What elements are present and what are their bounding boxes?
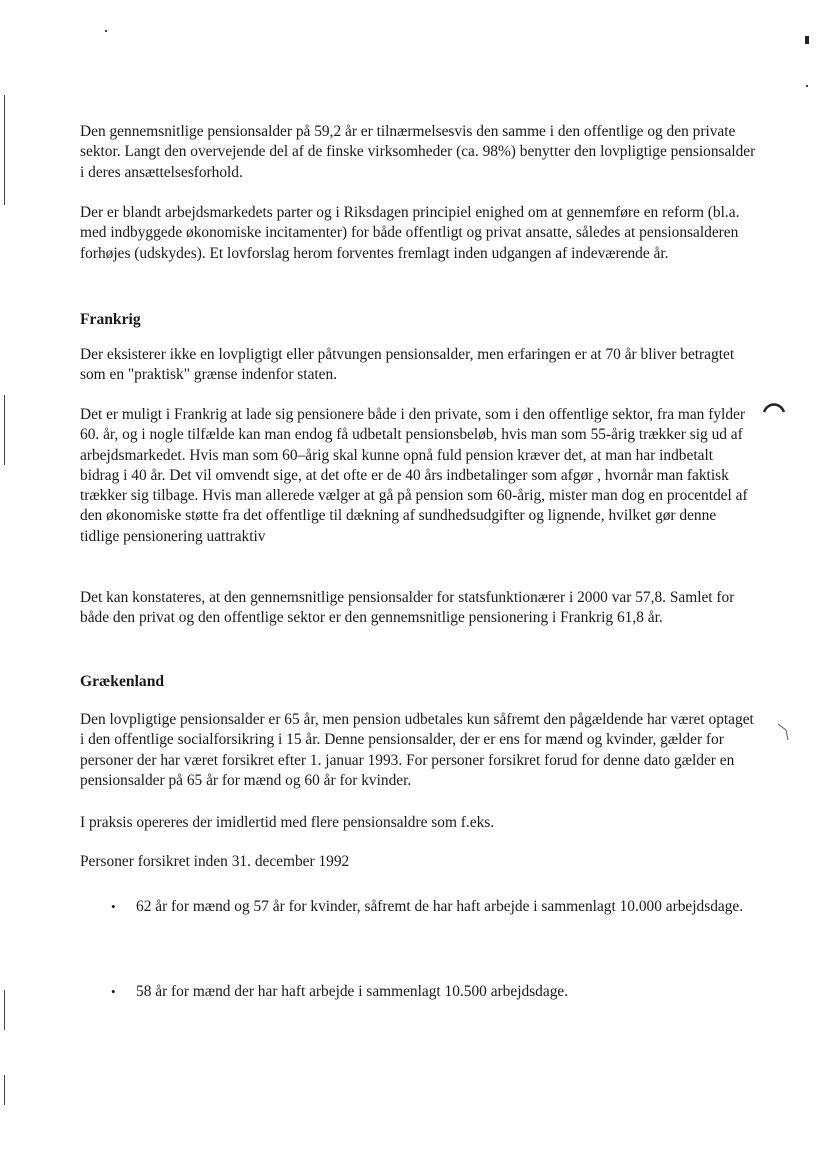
section-heading: Frankrig (80, 311, 141, 328)
bullet-icon: • (111, 899, 116, 914)
paragraph: Det er muligt i Frankrig at lade sig pensionere både i den private, som i den offentlige sektor, fra man fylder 60. år, og i nogle tilfælde kan man endog få udbetalt pensionsbeløb, hvis man som 55-årig trækker sig ud af arbejdsmarkedet. Hvis man som 60–årig skal kunne opnå fuld pension kræver det, at man har indbetalt bidrag i 40 år. Det vil omvendt sige, at det ofte er de 40 års indbetalinger som afgør , hvornår man faktisk trækker sig tilbage. Hvis man allerede vælger at gå på pension som 60-årig, mister man dog en procentdel af den økonomiske støtte fra det offentlige til dækning af sundhedsudgifter og lignende, hvilket gør denne tidlige pensionering uattraktiv (80, 406, 748, 545)
scan-edge-mark (4, 990, 5, 1030)
scan-edge-mark (4, 395, 5, 465)
list-item: 58 år for mænd der har haft arbejde i sammenlagt 10.500 arbejdsdage. (136, 983, 569, 1000)
scan-edge-mark (4, 95, 5, 205)
scan-speck (806, 85, 808, 87)
scan-edge-mark (4, 1075, 5, 1105)
section-heading: Grækenland (80, 673, 165, 690)
paragraph: Den gennemsnitlige pensionsalder på 59,2 år er tilnærmelsesvis den samme i den offentlige og den private sektor. Langt den overvejende del af de finske virksomheder (ca. 98%) benytter den lovpligtige pensionsalder i deres ansættelsesforhold. (80, 123, 756, 181)
paragraph: Der eksisterer ikke en lovpligtigt eller påtvungen pensionsalder, men erfaringen er at 70 år bliver betragtet som en "praktisk" grænse indenfor staten. (80, 346, 735, 384)
paragraph: Den lovpligtige pensionsalder er 65 år, men pension udbetales kun såfremt den pågældende har været optaget i den offentlige socialforsikring i 15 år. Denne pensionsalder, der er ens for mænd og kvinder, gælder for personer der har været forsikret efter 1. januar 1993. For personer forsikret forud for denne dato gælder en pensionsalder på 65 år for mænd og 60 år for kvinder. (80, 711, 754, 789)
paragraph: I praksis opereres der imidlertid med flere pensionsaldre som f.eks. (80, 814, 495, 831)
paragraph: Det kan konstateres, at den gennemsnitlige pensionsalder for statsfunktionærer i 2000 var 57,8. Samlet for både den privat og den offentlige sektor er den gennemsnitlige pensionering i Frankrig 61,8 år. (80, 589, 735, 627)
scan-curl-mark (762, 400, 788, 426)
list-item: 62 år for mænd og 57 år for kvinder, såfremt de har haft arbejde i sammenlagt 10.000 arbejdsdage. (136, 898, 744, 915)
scan-speck (805, 36, 809, 44)
paragraph: Personer forsikret inden 31. december 1992 (80, 853, 350, 870)
scan-tick-mark (776, 720, 796, 744)
paragraph: Der er blandt arbejdsmarkedets parter og i Riksdagen principiel enighed om at gennemføre en reform (bl.a. med indbyggede økonomiske incitamenter) for både offentligt og privat ansatte, således at pensionsalderen forhøjes (udskydes). Et lovforslag herom forventes fremlagt inden udgangen af indeværende år. (80, 204, 740, 262)
scan-speck (105, 30, 107, 32)
bullet-icon: • (111, 984, 116, 999)
